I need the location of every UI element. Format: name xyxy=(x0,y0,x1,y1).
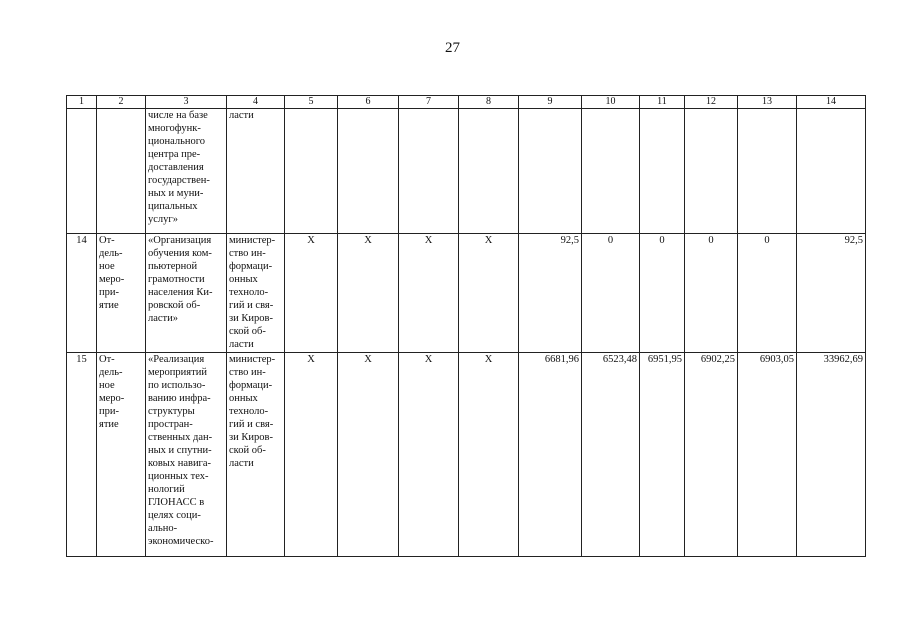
event-type-cell: От- дель- ное меро- при- ятие xyxy=(97,353,146,557)
value-cell xyxy=(338,109,399,234)
row-number-cell: 15 xyxy=(67,353,97,557)
executor-cell: ласти xyxy=(227,109,285,234)
row-number-cell: 14 xyxy=(67,234,97,353)
header-cell: 2 xyxy=(97,96,146,109)
header-cell: 4 xyxy=(227,96,285,109)
header-cell: 9 xyxy=(519,96,582,109)
table-row xyxy=(67,109,866,234)
header-row xyxy=(67,96,866,109)
value-cell xyxy=(685,109,738,234)
value-cell: 33962,69 xyxy=(797,353,866,557)
executor-cell: министер- ство ин- формаци- онных техноло- гий и свя- зи Киров- ской об- ласти xyxy=(227,234,285,353)
value-cell xyxy=(640,109,685,234)
value-cell: 0 xyxy=(685,234,738,353)
value-cell: 0 xyxy=(640,234,685,353)
value-cell: 6903,05 xyxy=(738,353,797,557)
header-cell: 8 xyxy=(459,96,519,109)
table-row xyxy=(67,353,866,557)
event-name-cell: «Реализация мероприятий по использо- ванию инфра- структуры простран- ственных дан- ных и спутни- ковых навига- ционных тех- нологий ГЛОНАСС в целях соци- ально- экономическо- xyxy=(146,353,227,557)
executor-cell: министер- ство ин- формаци- онных техноло- гий и свя- зи Киров- ской об- ласти xyxy=(227,353,285,557)
value-cell: Х xyxy=(399,353,459,557)
header-cell: 1 xyxy=(67,96,97,109)
value-cell: 92,5 xyxy=(519,234,582,353)
event-type-cell xyxy=(97,109,146,234)
table-row xyxy=(67,234,866,353)
value-cell xyxy=(285,109,338,234)
value-cell xyxy=(459,109,519,234)
value-cell xyxy=(399,109,459,234)
value-cell xyxy=(519,109,582,234)
page-number: 27 xyxy=(445,40,460,56)
header-cell: 7 xyxy=(399,96,459,109)
value-cell: 6902,25 xyxy=(685,353,738,557)
value-cell: Х xyxy=(338,353,399,557)
value-cell: Х xyxy=(285,353,338,557)
event-type-cell: От- дель- ное меро- при- ятие xyxy=(97,234,146,353)
value-cell xyxy=(797,109,866,234)
value-cell: Х xyxy=(459,353,519,557)
value-cell: 0 xyxy=(582,234,640,353)
header-cell: 11 xyxy=(640,96,685,109)
value-cell xyxy=(738,109,797,234)
value-cell: 6523,48 xyxy=(582,353,640,557)
row-number-cell xyxy=(67,109,97,234)
value-cell: 0 xyxy=(738,234,797,353)
header-cell: 14 xyxy=(797,96,866,109)
header-cell: 10 xyxy=(582,96,640,109)
value-cell: 6681,96 xyxy=(519,353,582,557)
value-cell: 6951,95 xyxy=(640,353,685,557)
event-name-cell: числе на базе многофунк- ционального центра пре- доставления государствен- ных и муни- ципальных услуг» xyxy=(146,109,227,234)
value-cell: Х xyxy=(285,234,338,353)
header-cell: 3 xyxy=(146,96,227,109)
budget-table xyxy=(66,95,866,557)
value-cell xyxy=(582,109,640,234)
header-cell: 13 xyxy=(738,96,797,109)
value-cell: Х xyxy=(399,234,459,353)
header-cell: 12 xyxy=(685,96,738,109)
header-cell: 6 xyxy=(338,96,399,109)
header-cell: 5 xyxy=(285,96,338,109)
value-cell: Х xyxy=(338,234,399,353)
value-cell: Х xyxy=(459,234,519,353)
event-name-cell: «Организация обучения ком- пьютерной грамотности населения Ки- ровской об- ласти» xyxy=(146,234,227,353)
value-cell: 92,5 xyxy=(797,234,866,353)
